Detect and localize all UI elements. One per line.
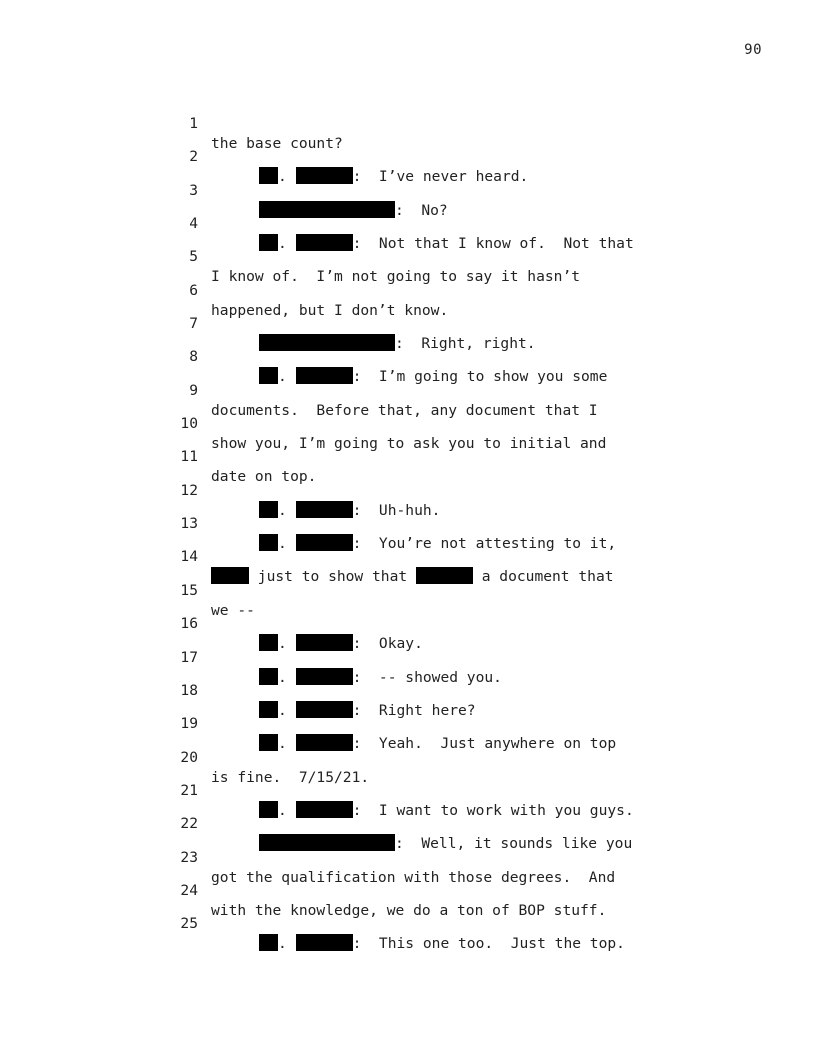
line-text: happened, but I don’t know. (211, 301, 449, 319)
line-number: 24 (180, 881, 198, 899)
redaction-block (296, 934, 353, 951)
line-number: 8 (189, 348, 198, 366)
line-text: I know of. I’m not going to say it hasn’t (211, 268, 581, 286)
line-text: : -- showed you. (352, 668, 502, 686)
line-text: : Well, it sounds like you (395, 835, 633, 853)
transcript-line (0, 427, 816, 486)
transcript-line: 17 . : -- showed you. (0, 628, 816, 661)
line-number: 14 (180, 548, 198, 566)
line-number: 13 (180, 515, 198, 533)
transcript-line: 2 . : I’ve never heard. (0, 127, 816, 160)
transcript-line (0, 561, 816, 619)
transcript-body (0, 94, 816, 953)
line-text: : Right, right. (395, 335, 536, 353)
line-number: 7 (189, 315, 198, 333)
line-text: got the qualification with those degrees. And (211, 868, 616, 886)
line-number: 20 (180, 748, 198, 766)
transcript-line (0, 227, 816, 286)
line-text: the base count? (211, 135, 343, 152)
line-text: just to show that (249, 568, 416, 586)
line-text: with the knowledge, we do a ton of BOP stuff. (211, 901, 607, 919)
transcript-line: 12 . : Uh-huh. (0, 461, 816, 494)
line-text: : Okay. (352, 635, 423, 653)
line-text: date on top. (211, 468, 317, 486)
transcript-line (0, 861, 816, 919)
transcript-line: 16 . : Okay. (0, 594, 816, 627)
line-text: : I’ve never heard. (352, 168, 529, 186)
line-number: 17 (180, 648, 198, 666)
line-number: 9 (189, 381, 198, 399)
transcript-line: 4 . : Not that I know of. Not that (0, 194, 816, 227)
line-number: 18 (180, 681, 198, 699)
line-number: 6 (189, 281, 198, 299)
transcript-line: 13 . : You’re not attesting to it, (0, 494, 816, 527)
line-text: : Yeah. Just anywhere on top (352, 735, 617, 753)
line-text: : Uh-huh. (352, 501, 441, 519)
transcript-line: 18 . : Right here? (0, 661, 816, 694)
line-text: : This one too. Just the top. (352, 935, 625, 953)
transcript-line: 25 . : This one too. Just the top. (0, 894, 816, 927)
transcript-line: 8 . : I’m going to show you some (0, 327, 816, 360)
line-number: 25 (180, 915, 198, 933)
line-number: 3 (189, 181, 198, 199)
line-number: 1 (189, 115, 198, 132)
line-text: : I want to work with you guys. (352, 801, 634, 819)
line-text: we -- (211, 601, 255, 619)
transcript-line: 21 . : I want to work with you guys. (0, 761, 816, 794)
redaction-block (259, 934, 278, 951)
line-text: : I’m going to show you some (352, 368, 608, 386)
line-number: 4 (189, 215, 198, 233)
transcript-line (0, 361, 816, 419)
line-text: : No? (395, 201, 448, 219)
line-number: 16 (180, 615, 198, 633)
transcript-line: 19 . : Yeah. Just anywhere on top (0, 694, 816, 727)
line-text: : Not that I know of. Not that (352, 235, 634, 253)
line-number: 22 (180, 815, 198, 833)
transcript-line (0, 828, 816, 886)
line-text: is fine. 7/15/21. (211, 768, 370, 786)
transcript-line (0, 794, 816, 853)
transcript-line (0, 94, 816, 152)
line-number: 19 (180, 715, 198, 733)
line-number: 10 (180, 415, 198, 433)
line-text: show you, I’m going to ask you to initial and (211, 435, 607, 453)
line-text: : You’re not attesting to it, (352, 535, 617, 553)
line-number: 12 (180, 481, 198, 499)
transcript-line (0, 728, 816, 786)
page-number: 90 (744, 42, 762, 58)
transcript-line (0, 261, 816, 319)
line-number: 23 (180, 848, 198, 866)
transcript-line (0, 527, 816, 586)
transcript-line (0, 394, 816, 453)
transcript-line (0, 161, 816, 219)
line-text: : Right here? (352, 701, 476, 719)
line-number: 5 (189, 248, 198, 266)
line-number: 2 (189, 148, 198, 166)
line-text: documents. Before that, any document that I (211, 401, 598, 419)
line-number: 11 (180, 448, 198, 466)
line-text: a document that (472, 568, 614, 586)
line-number: 15 (180, 581, 198, 599)
line-number: 21 (180, 781, 198, 799)
transcript-line (0, 294, 816, 353)
